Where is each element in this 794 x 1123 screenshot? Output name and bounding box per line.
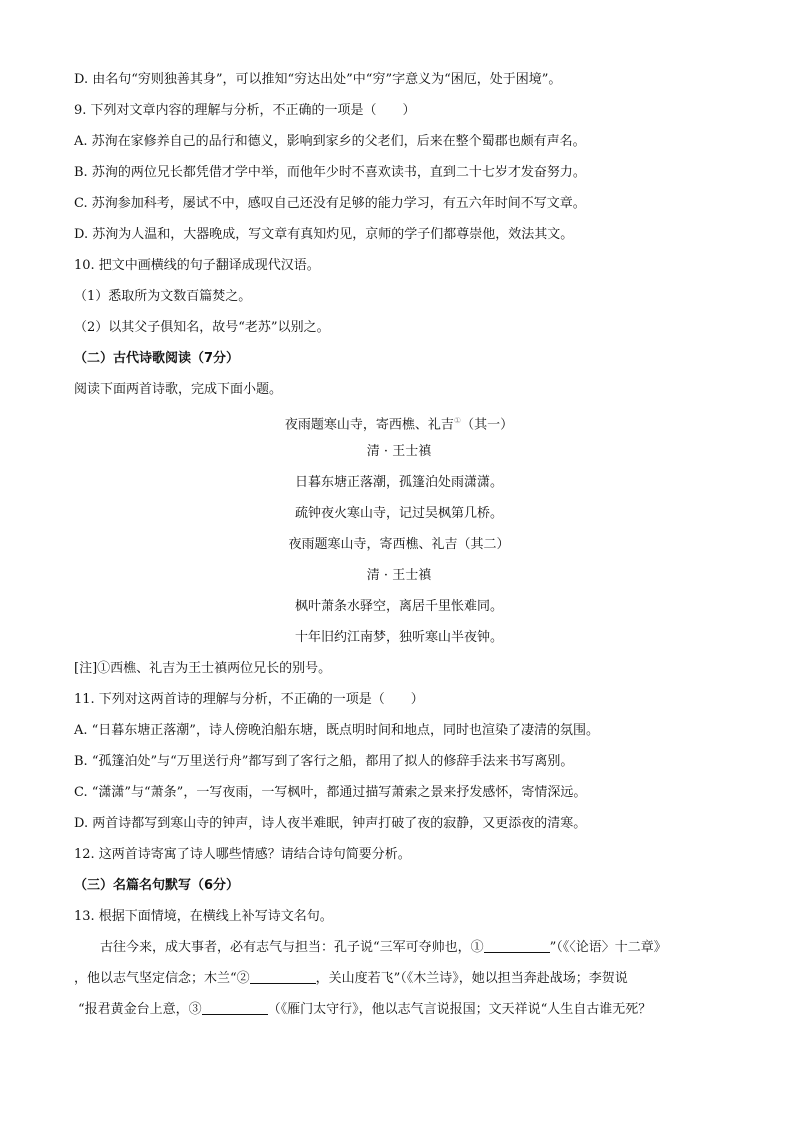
question-11-option-a: A. “日暮东塘正落潮”，诗人傍晚泊船东塘，既点明时间和地点，同时也渲染了凄清的氛围。 bbox=[74, 723, 599, 738]
question-9-option-a: A. 苏洵在家修养自己的品行和德义，影响到家乡的父老们，后来在整个蜀郡也颇有声名。 bbox=[74, 134, 586, 149]
poem-1-line-2: 疏钟夜火寒山寺，记过吴枫第几桥。 bbox=[294, 506, 503, 521]
passage-line-3 bbox=[74, 994, 724, 1025]
passage-text: ，他以志气坚定信念；木兰“② bbox=[74, 971, 250, 986]
poem-1-title bbox=[74, 405, 724, 436]
section-2-heading: （二）古代诗歌阅读（7分） bbox=[74, 351, 240, 366]
passage-text: ”（《〈论语〉十二章》 bbox=[549, 940, 667, 955]
question-9-option-d: D. 苏洵为人温和，大器晚成，写文章有真知灼见，京师的学子们都尊崇他，效法其文。 bbox=[74, 227, 574, 242]
blank-3[interactable] bbox=[202, 1000, 268, 1015]
question-12: 12. 这两首诗寄寓了诗人哪些情感？请结合诗句简要分析。 bbox=[74, 847, 411, 862]
exam-page bbox=[74, 64, 724, 1025]
footnote: [注]①西樵、礼吉为王士禛两位兄长的别号。 bbox=[74, 661, 332, 676]
option-d-prev: D. 由名句“穷则独善其身”，可以推知“穷达出处”中“穷”字意义为“困厄，处于困境”。 bbox=[74, 72, 562, 87]
passage-text: “报君黄金台上意，③ bbox=[78, 1002, 202, 1017]
section-3-heading: （三）名篇名句默写（6分） bbox=[74, 878, 240, 893]
question-10-part-1: （1）悉取所为文数百篇焚之。 bbox=[74, 289, 252, 304]
poem-2-line-1: 枫叶萧条水驿空，离居千里怅难同。 bbox=[294, 599, 503, 614]
question-10-part-2: （2）以其父子俱知名，故号“老苏”以别之。 bbox=[74, 320, 330, 335]
question-13: 13. 根据下面情境，在横线上补写诗文名句。 bbox=[74, 909, 333, 924]
passage-text: ，关山度若飞”（《木兰诗》，她以担当奔赴战场；李贺说 bbox=[315, 971, 628, 986]
question-11-option-b: B. “孤篷泊处”与“万里送行舟”都写到了客行之船，都用了拟人的修辞手法来书写离别。 bbox=[74, 754, 574, 769]
poem-1-author: 清 · 王士禛 bbox=[366, 444, 432, 459]
question-11-option-d: D. 两首诗都写到寒山寺的钟声，诗人夜半难眠，钟声打破了夜的寂静，又更添夜的清寒。 bbox=[74, 816, 587, 831]
blank-2[interactable] bbox=[250, 969, 316, 984]
question-11: 11. 下列对这两首诗的理解与分析，不正确的一项是（ ） bbox=[74, 692, 424, 707]
question-9-option-b: B. 苏洵的两位兄长都凭借才学中举，而他年少时不喜欢读书，直到二十七岁才发奋努力。 bbox=[74, 165, 586, 180]
poem-1-line-1: 日暮东塘正落潮，孤篷泊处雨潇潇。 bbox=[294, 475, 503, 490]
passage-line-2 bbox=[74, 963, 724, 994]
poem-2-line-2: 十年旧约江南梦，独听寒山半夜钟。 bbox=[294, 630, 503, 645]
passage-line-1 bbox=[74, 932, 724, 963]
passage-text: 古往今来，成大事者，必有志气与担当：孔子说“三军可夺帅也，① bbox=[100, 940, 484, 955]
question-11-option-c: C. “潇潇”与“萧条”，一写夜雨，一写枫叶，都通过描写萧索之景来抒发感怀，寄情深远。 bbox=[74, 785, 587, 800]
poem-1-title-text: 夜雨题寒山寺，寄西樵、礼吉 bbox=[284, 417, 454, 433]
footnote-marker: ① bbox=[453, 416, 462, 425]
reading-instruction: 阅读下面两首诗歌，完成下面小题。 bbox=[74, 382, 283, 397]
question-10: 10. 把文中画横线的句子翻译成现代汉语。 bbox=[74, 258, 320, 273]
poem-1-title-tail: （其一） bbox=[461, 417, 514, 433]
question-9-option-c: C. 苏洵参加科考，屡试不中，感叹自己还没有足够的能力学习，有五六年时间不写文章。 bbox=[74, 196, 586, 211]
question-9: 9. 下列对文章内容的理解与分析，不正确的一项是（ ） bbox=[74, 103, 416, 118]
passage-text: （《雁门太守行》，他以志气言说报国；文天祥说“人生自古谁无死？ bbox=[267, 1002, 652, 1017]
poem-2-author: 清 · 王士禛 bbox=[366, 568, 432, 583]
blank-1[interactable] bbox=[484, 938, 550, 953]
poem-2-title: 夜雨题寒山寺，寄西樵、礼吉（其二） bbox=[288, 537, 510, 552]
